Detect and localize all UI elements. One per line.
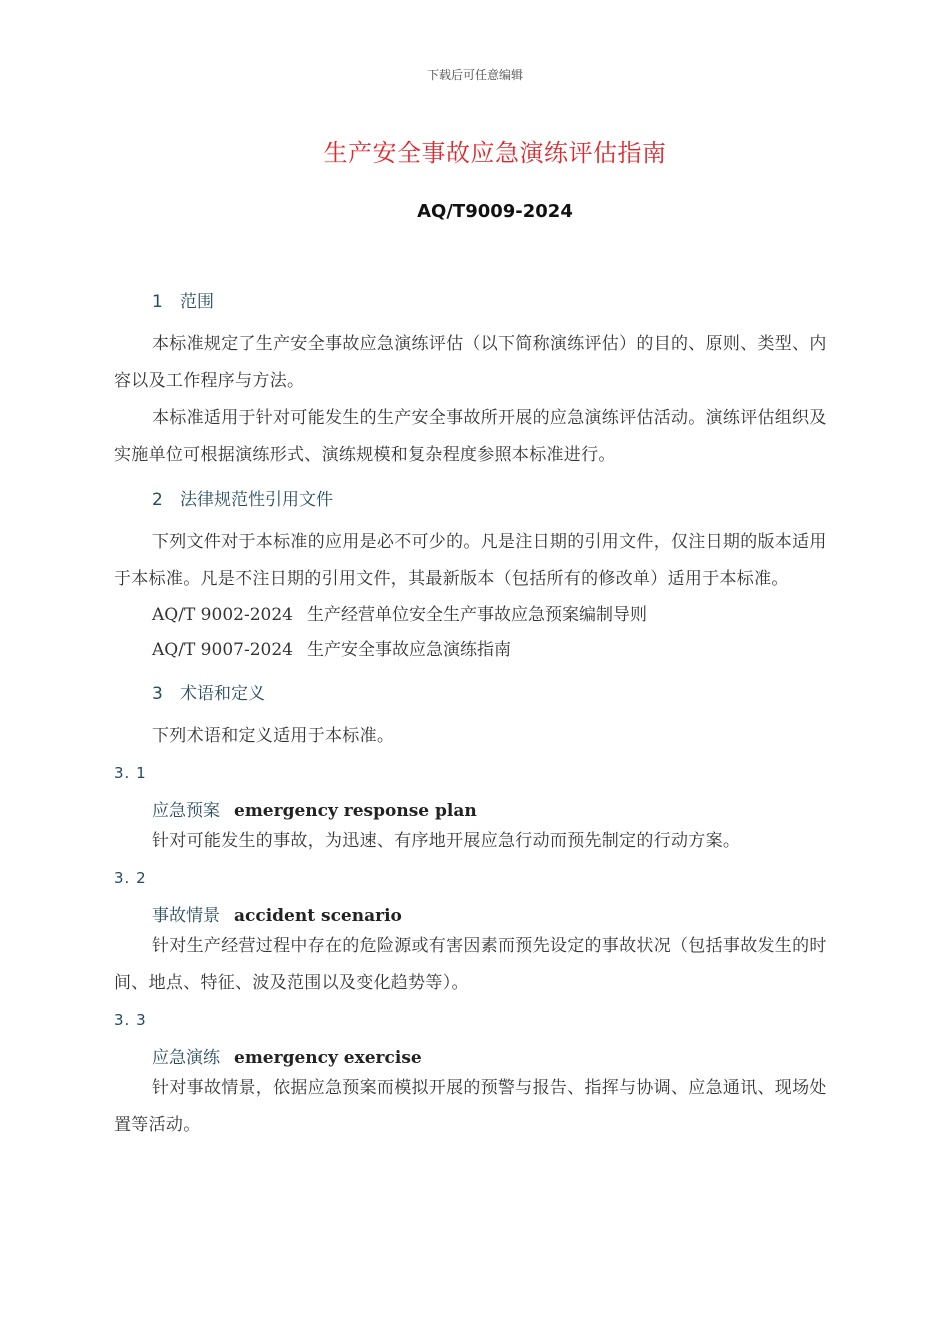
section-heading-references [152,488,836,512]
paragraph: 下列术语和定义适用于本标准。 [152,726,395,746]
reference-code: AQ/T 9002-2024 [152,605,293,625]
header-note: 下载后可任意编辑 [426,68,523,82]
term-heading [152,1046,836,1070]
section-number: 2 [152,490,163,510]
document-title: 生产安全事故应急演练评估指南 [323,139,667,167]
term-number: 3. 1 [114,764,147,782]
standard-code: AQ/T9009-2024 [417,201,573,222]
paragraph: 下列文件对于本标准的应用是必不可少的。凡是注日期的引用文件，仅注日期的版本适用于本标准。凡是不注日期的引用文件，其最新版本（包括所有的修改单）适用于本标准。 [114,532,827,589]
term-english: accident scenario [234,906,402,926]
section-title: 术语和定义 [180,684,265,704]
document-body [114,290,836,1144]
section-number: 1 [152,292,163,312]
reference-item [152,633,836,668]
term-number: 3. 3 [114,1011,147,1029]
reference-title: 生产经营单位安全生产事故应急预案编制导则 [306,605,647,625]
term-definition: 针对生产经营过程中存在的危险源或有害因素而预先设定的事故状况（包括事故发生的时间、地点、特征、波及范围以及变化趋势等）。 [114,936,827,993]
section-title: 范围 [180,292,214,312]
reference-code: AQ/T 9007-2024 [152,640,293,660]
term-definition: 针对可能发生的事故，为迅速、有序地开展应急行动而预先制定的行动方案。 [152,831,741,851]
term-english: emergency exercise [234,1048,422,1068]
term-chinese: 应急预案 [152,801,220,821]
section-title: 法律规范性引用文件 [180,490,333,510]
section-heading-scope [152,290,836,314]
term-chinese: 事故情景 [152,906,220,926]
term-heading [152,904,836,928]
term-heading [152,799,836,823]
term-english: emergency response plan [234,801,477,821]
term-definition: 针对事故情景，依据应急预案而模拟开展的预警与报告、指挥与协调、应急通讯、现场处置等活动。 [114,1078,827,1135]
paragraph: 本标准适用于针对可能发生的生产安全事故所开展的应急演练评估活动。演练评估组织及实施单位可根据演练形式、演练规模和复杂程度参照本标准进行。 [114,408,827,465]
paragraph: 本标准规定了生产安全事故应急演练评估（以下简称演练评估）的目的、原则、类型、内容以及工作程序与方法。 [114,334,827,391]
term-chinese: 应急演练 [152,1048,220,1068]
reference-title: 生产安全事故应急演练指南 [306,640,511,660]
reference-item [152,598,836,633]
section-number: 3 [152,684,163,704]
term-number: 3. 2 [114,869,147,887]
section-heading-terms [152,682,836,706]
